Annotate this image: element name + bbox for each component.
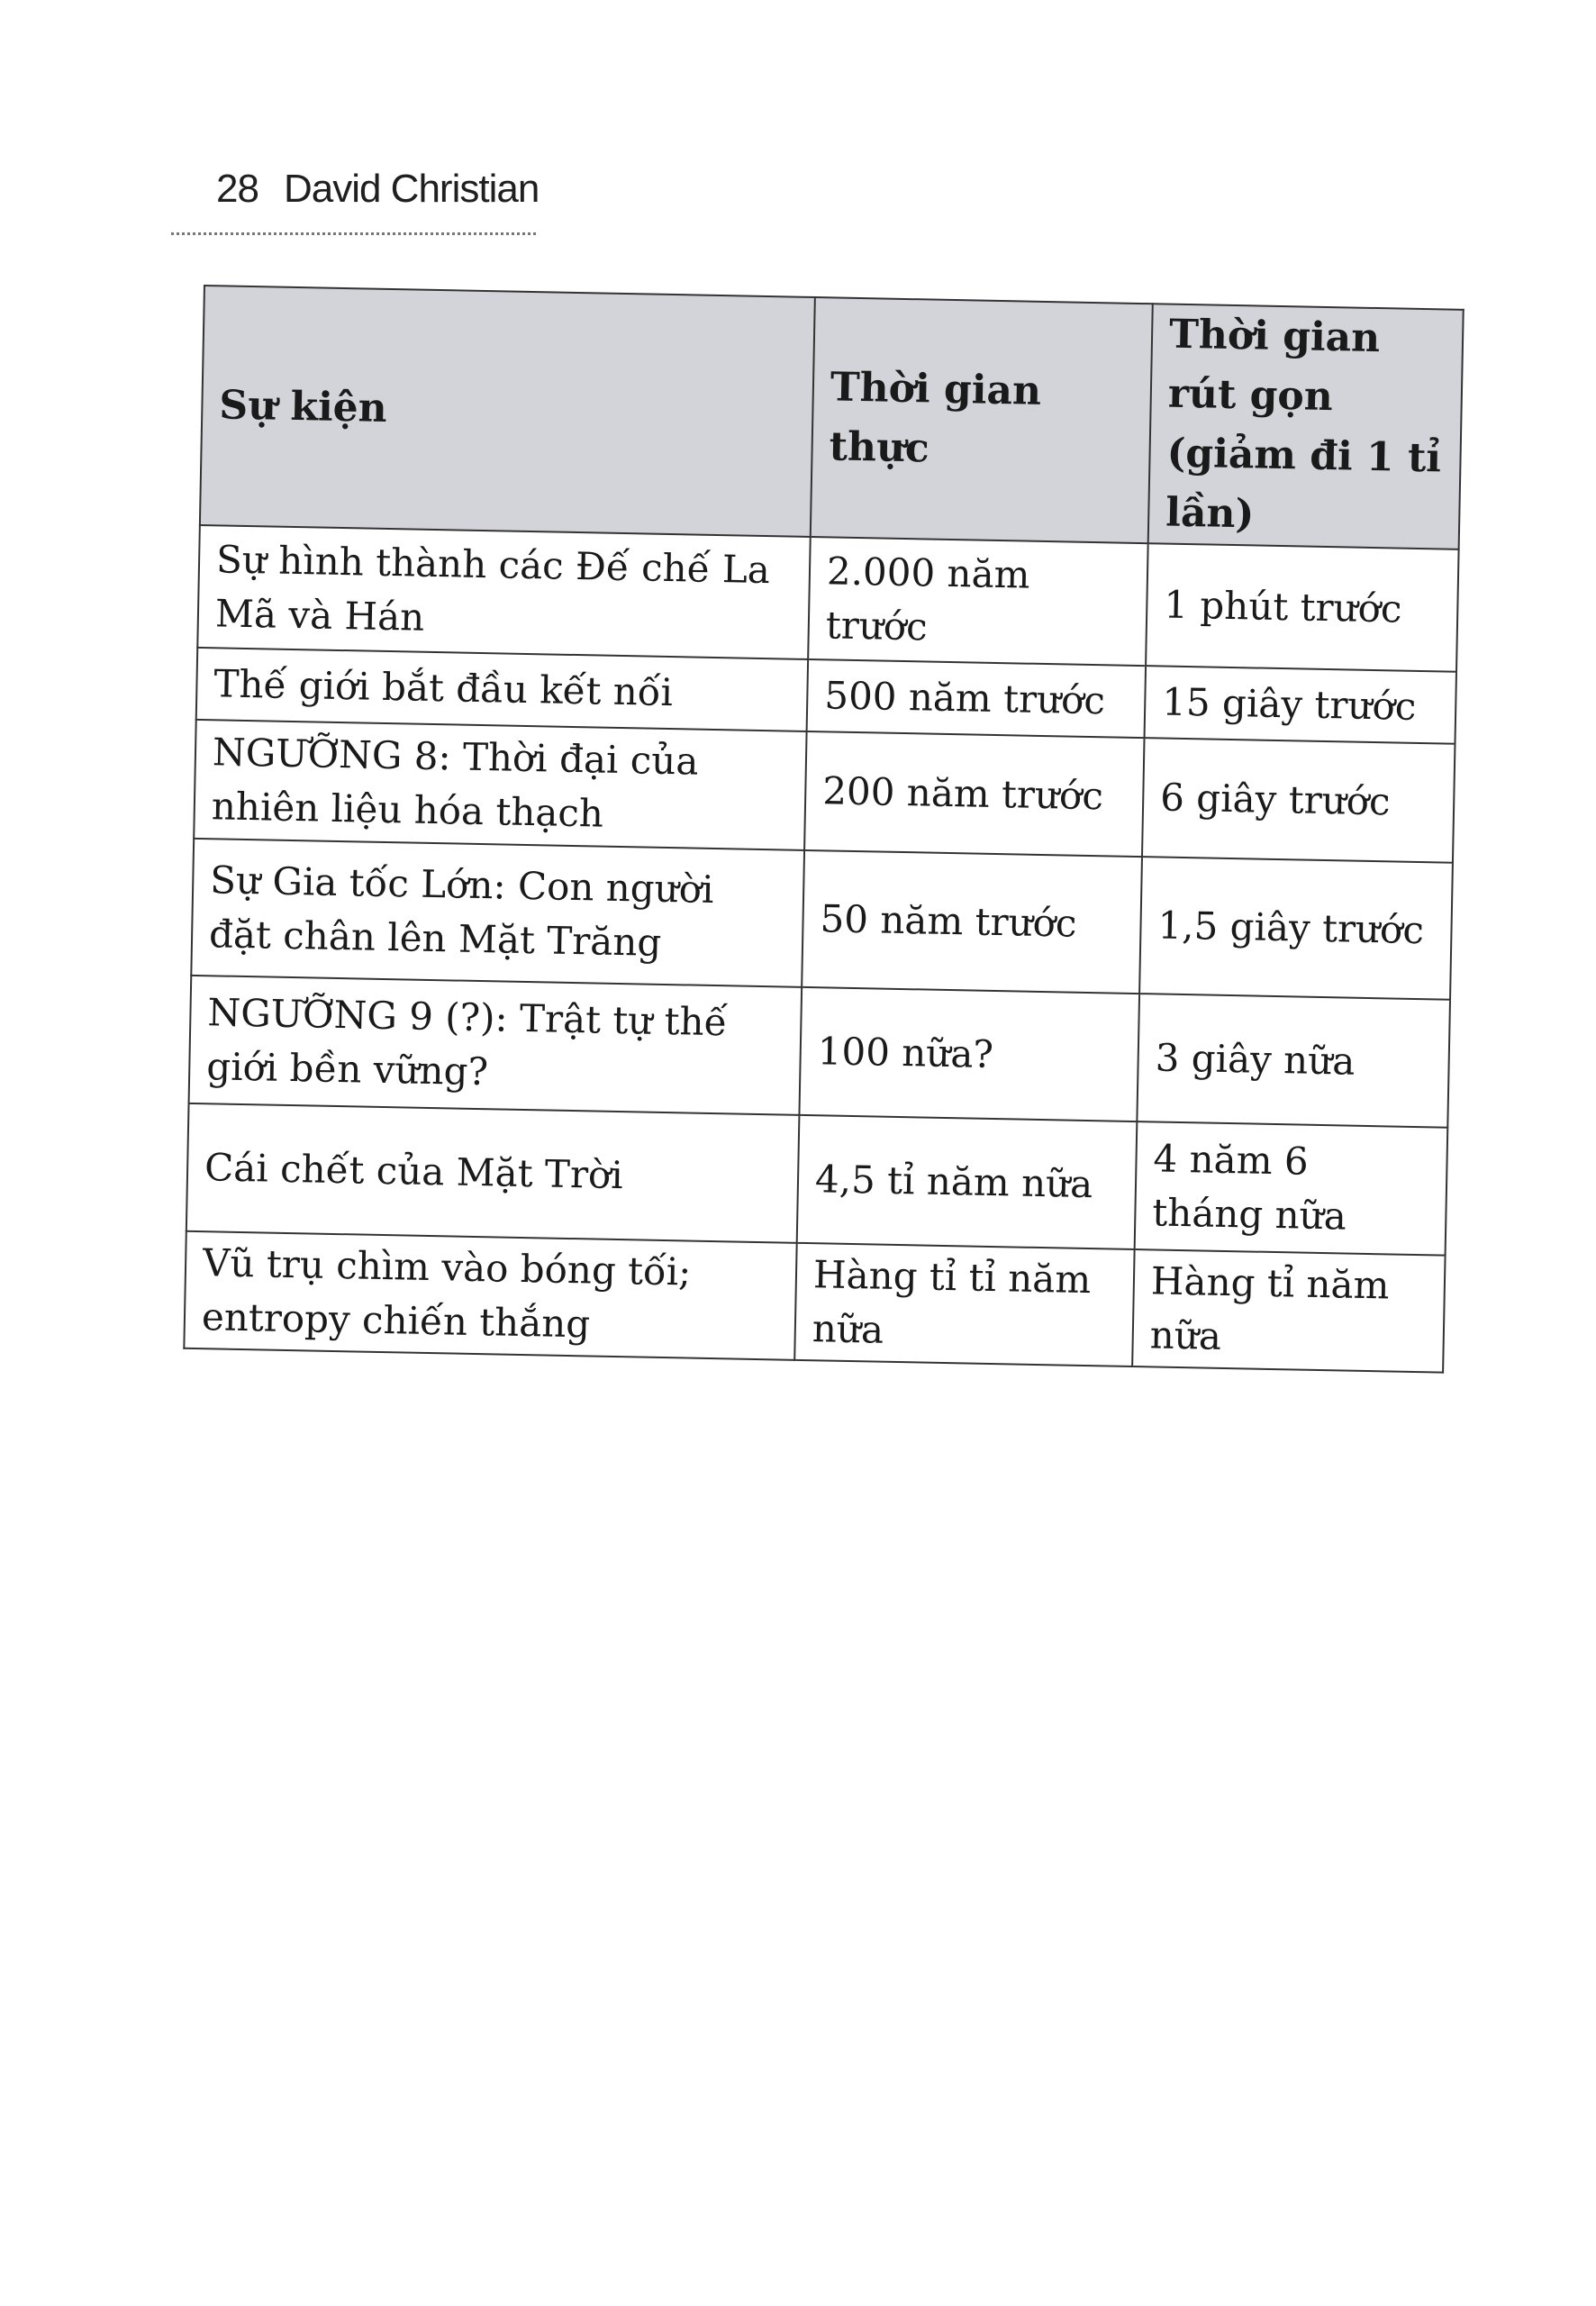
compressed-time-cell: 1 phút trước <box>1146 543 1459 672</box>
event-cell: Sự hình thành các Đế chế La Mã và Hán <box>197 525 810 659</box>
column-header-event: Sự kiện <box>200 286 815 537</box>
compressed-time-cell: 6 giây trước <box>1142 738 1455 863</box>
header-dotted-rule <box>171 232 536 235</box>
event-cell: Thế giới bắt đầu kết nối <box>196 648 808 731</box>
event-cell: Cái chết của Mặt Trời <box>186 1103 800 1243</box>
real-time-cell: Hàng tỉ tỉ năm nữa <box>794 1243 1134 1366</box>
table-row <box>189 976 1450 1128</box>
table-header-row <box>200 286 1464 549</box>
table-row <box>194 720 1455 863</box>
column-header-real-time: Thời gian thực <box>811 297 1153 543</box>
real-time-cell: 4,5 tỉ năm nữa <box>797 1115 1138 1249</box>
real-time-cell: 100 nữa? <box>799 987 1139 1121</box>
real-time-cell: 500 năm trước <box>807 659 1146 738</box>
table-row <box>197 525 1458 672</box>
table-row <box>191 839 1453 1000</box>
compressed-time-cell: 15 giây trước <box>1145 666 1456 744</box>
author-name: David Christian <box>283 167 540 211</box>
real-time-cell: 50 năm trước <box>802 850 1142 994</box>
event-cell: Vũ trụ chìm vào bóng tối; entropy chiến thắng <box>184 1231 796 1360</box>
compressed-time-cell: 4 năm 6 tháng nữa <box>1135 1121 1448 1256</box>
table-row <box>184 1231 1445 1373</box>
page-number: 28 <box>216 167 258 211</box>
real-time-cell: 2.000 năm trước <box>808 537 1148 666</box>
table-row <box>186 1103 1447 1256</box>
event-cell: NGƯỠNG 9 (?): Trật tự thế giới bền vững? <box>189 976 803 1115</box>
real-time-cell: 200 năm trước <box>804 731 1144 857</box>
compressed-time-cell: Hàng tỉ năm nữa <box>1132 1249 1445 1373</box>
compressed-time-cell: 1,5 giây trước <box>1139 857 1453 1000</box>
compressed-time-cell: 3 giây nữa <box>1137 994 1450 1128</box>
running-head <box>216 167 539 212</box>
event-cell: NGƯỠNG 8: Thời đại của nhiên liệu hóa thạch <box>194 720 806 850</box>
timeline-table <box>183 285 1464 1374</box>
column-header-compressed-time: Thời gian rút gọn (giảm đi 1 tỉ lần) <box>1148 304 1464 549</box>
timeline-table-container <box>183 285 1462 1374</box>
event-cell: Sự Gia tốc Lớn: Con người đặt chân lên Mặt Trăng <box>191 839 804 987</box>
